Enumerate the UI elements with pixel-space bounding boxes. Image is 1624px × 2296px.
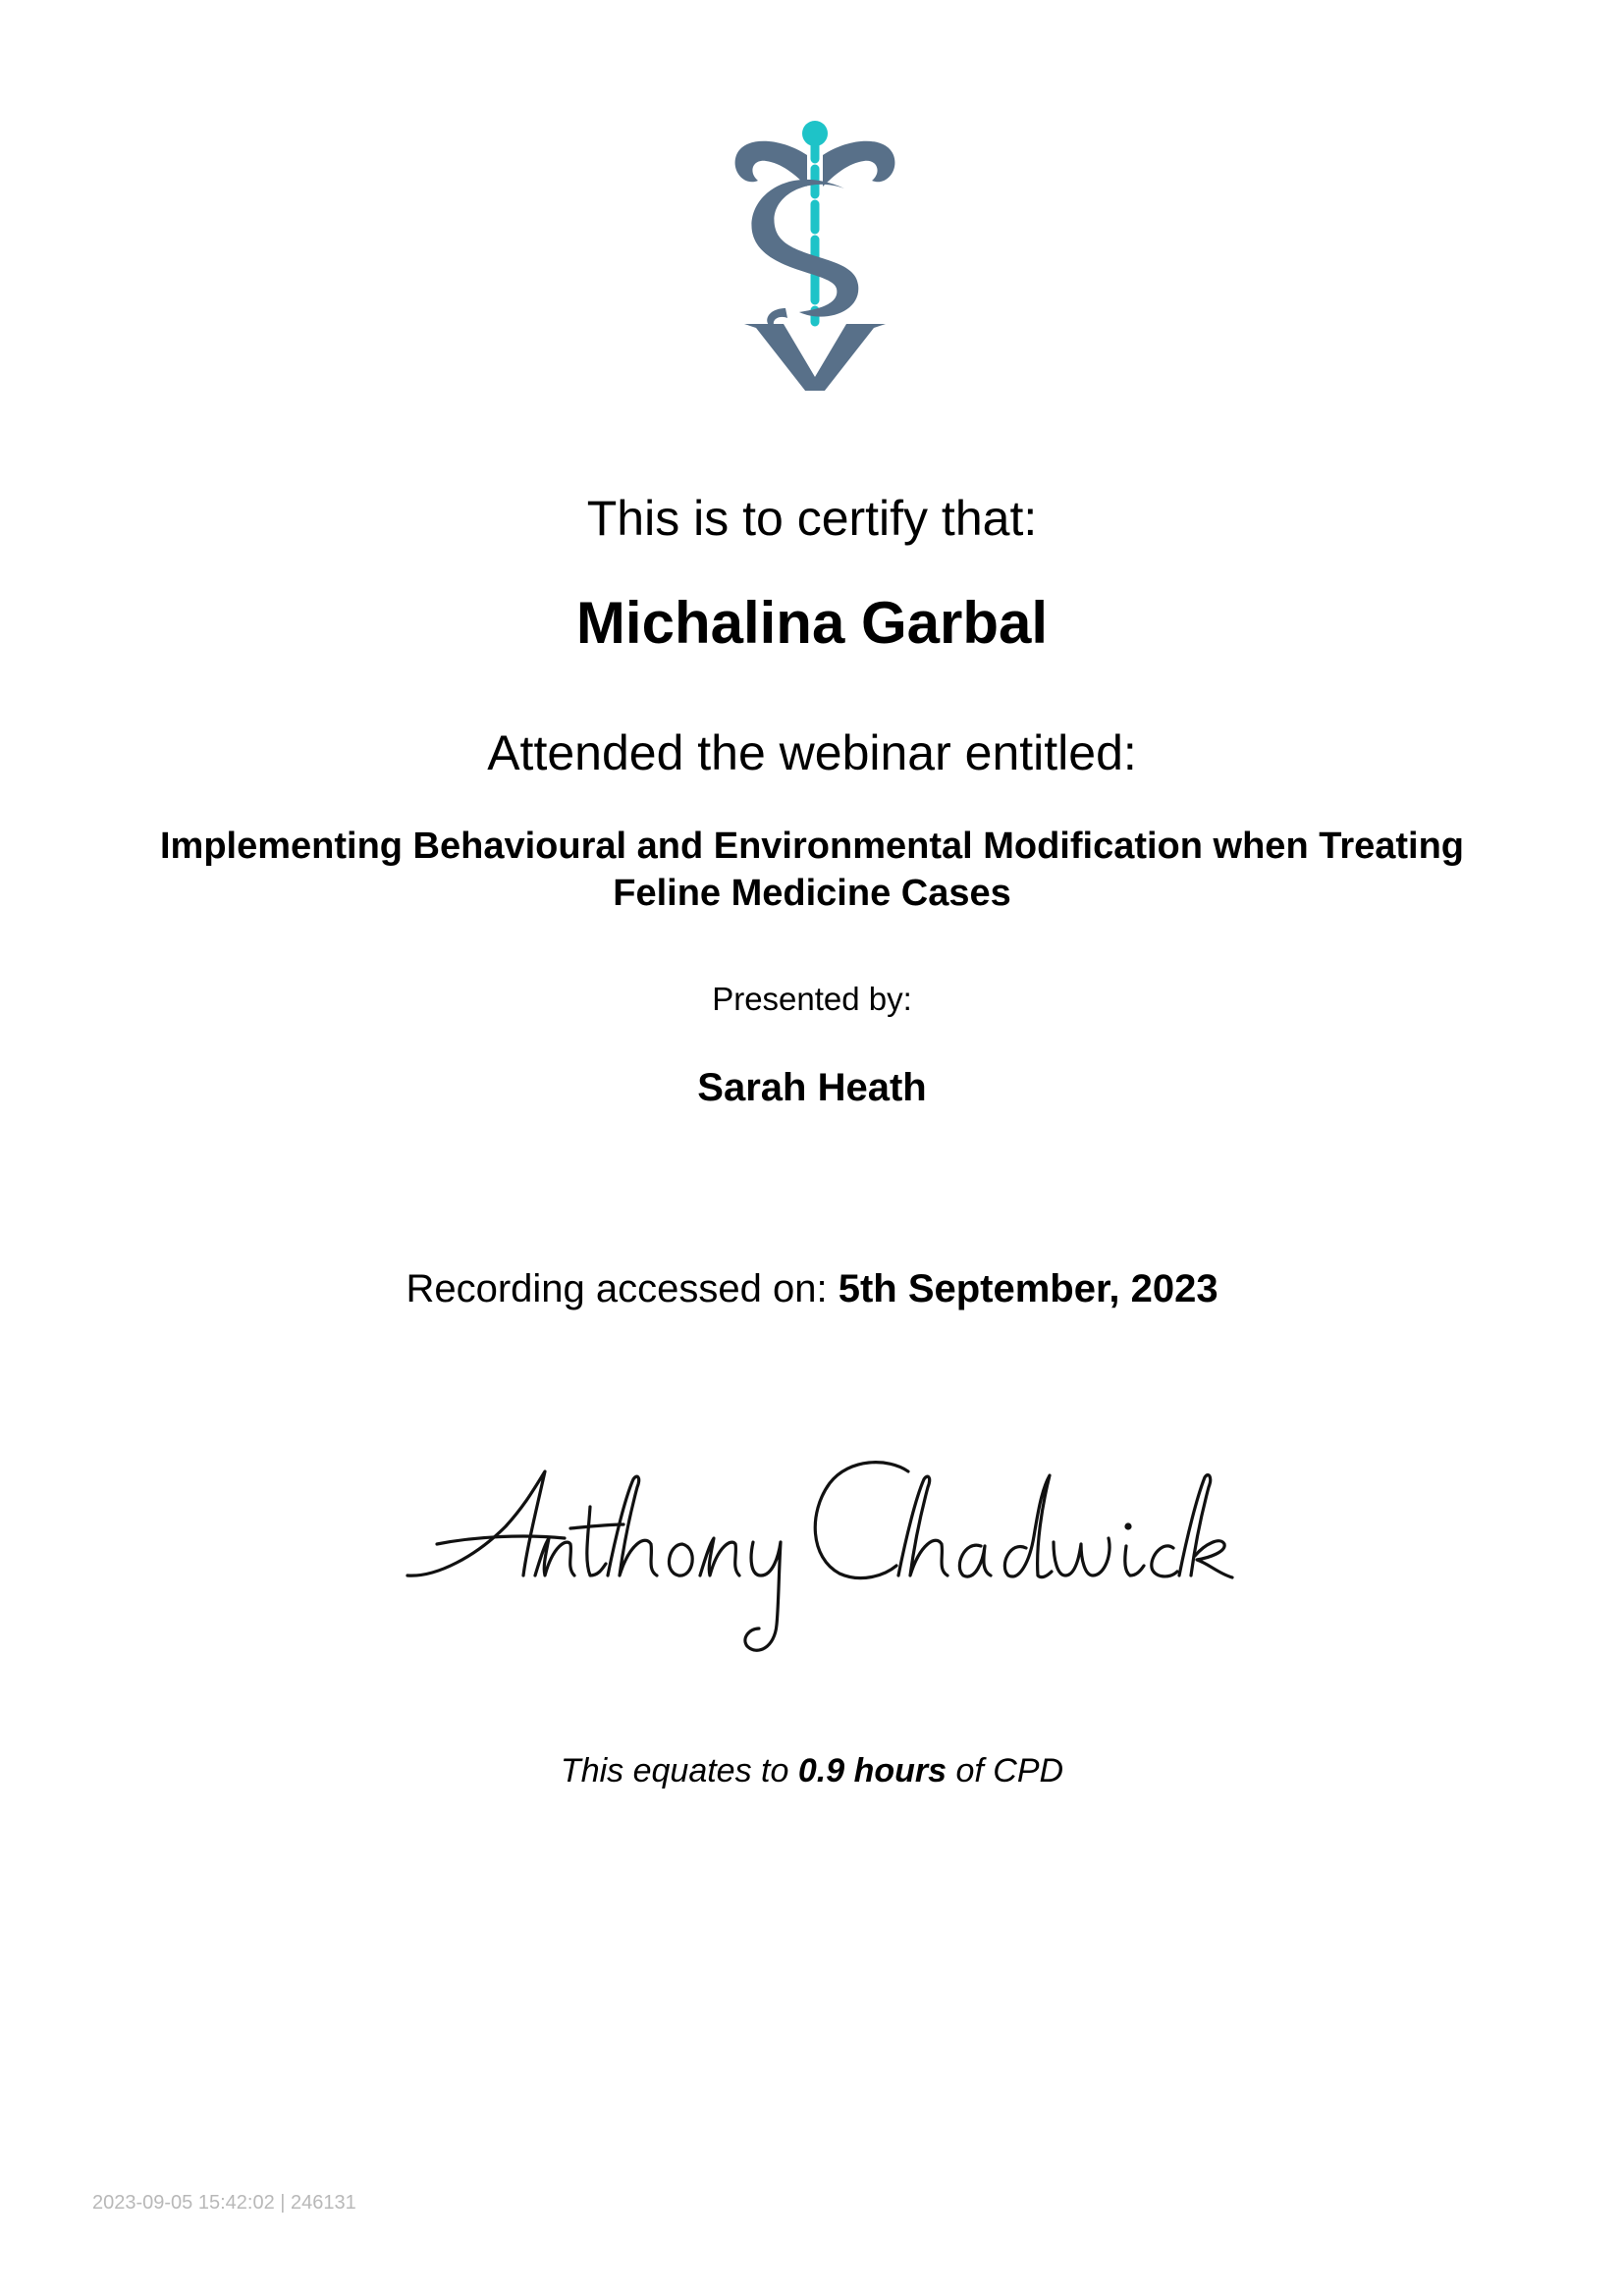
cpd-prefix: This equates to xyxy=(560,1752,789,1789)
cpd-statement xyxy=(0,1749,1624,1792)
attended-intro-text: Attended the webinar entitled: xyxy=(487,725,1137,780)
cpd-hours: 0.9 hours xyxy=(797,1752,947,1789)
signature-image xyxy=(398,1428,1242,1664)
presented-by-label: Presented by: xyxy=(712,981,912,1017)
recording-date: 5th September, 2023 xyxy=(838,1267,1218,1310)
recording-accessed-line xyxy=(0,1264,1624,1313)
cpd-suffix: of CPD xyxy=(955,1752,1064,1789)
certify-intro-text: This is to certify that: xyxy=(586,491,1038,546)
presenter-name: Sarah Heath xyxy=(697,1066,927,1109)
veterinary-caduceus-logo-icon xyxy=(727,116,903,391)
recording-label: Recording accessed on: xyxy=(406,1267,828,1310)
footer-timestamp-id: 2023-09-05 15:42:02 | 246131 xyxy=(92,2192,356,2214)
webinar-title: Implementing Behavioural and Environmental Modification when Treating Feline Medicine Cases xyxy=(159,826,1465,914)
recipient-name: Michalina Garbal xyxy=(575,590,1049,656)
